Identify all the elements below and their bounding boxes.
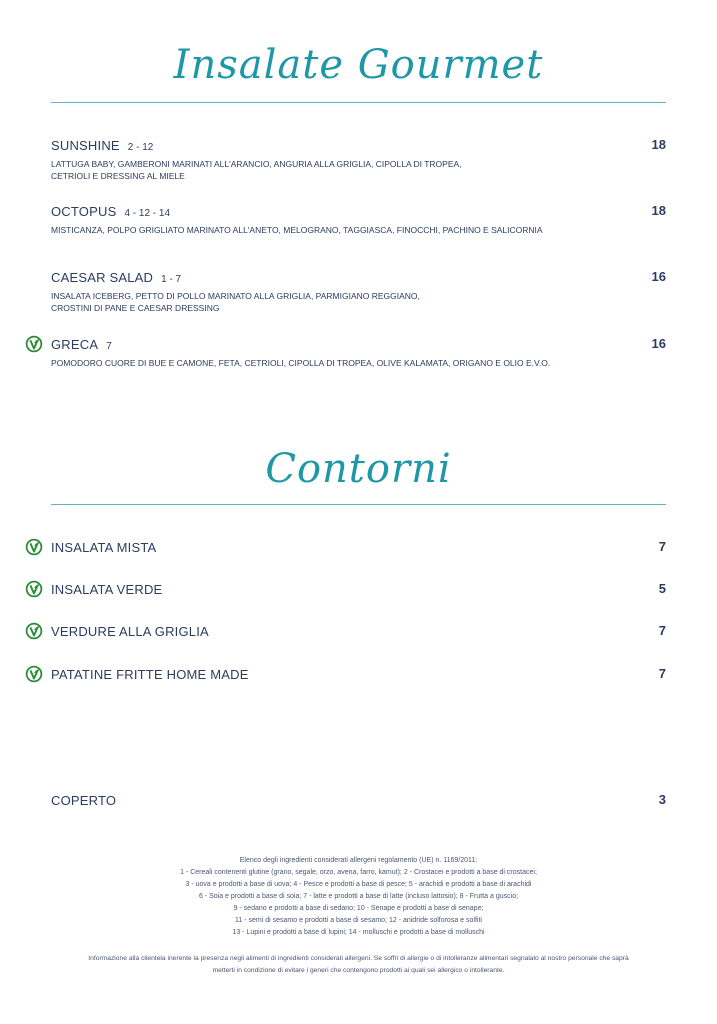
menu-item-sunshine — [51, 137, 666, 182]
allergen-info — [40, 953, 677, 977]
item-price: 7 — [658, 539, 666, 554]
item-price: 16 — [651, 269, 666, 284]
allergen-line: 6 - Soia e prodotti a base di soia; 7 - latte e prodotti a base di latte (incluso lattosio); 8 - Frutta a guscio; — [198, 893, 519, 900]
item-description: MISTICANZA, POLPO GRIGLIATO MARINATO ALL'ANETO, MELOGRANO, TAGGIASCA, FINOCCHI, PACHINO E SALICORNIA — [51, 225, 543, 235]
item-price: 7 — [658, 666, 666, 681]
item-name: SUNSHINE — [51, 138, 120, 153]
vegetarian-icon — [25, 665, 43, 683]
item-name: VERDURE ALLA GRIGLIA — [51, 624, 209, 639]
item-name: CAESAR SALAD — [51, 270, 154, 285]
coperto-label: COPERTO — [51, 793, 117, 808]
allergen-line: 11 - semi di sesamo e prodotti a base di sesamo; 12 - anidride solforosa e solfiti — [235, 917, 482, 924]
item-allergens: 2 - 12 — [127, 142, 154, 153]
item-name: GRECA — [51, 337, 99, 352]
item-price: 7 — [658, 623, 666, 638]
item-description: CROSTINI DI PANE E CAESAR DRESSING — [51, 303, 220, 313]
allergen-line: 13 - Lupini e prodotti a base di lupini; 14 - molluschi e prodotti a base di molluschi — [232, 929, 485, 936]
menu-item-caesar-salad — [51, 269, 666, 314]
item-name: PATATINE FRITTE HOME MADE — [51, 667, 249, 682]
section-title-contorni: Contorni — [265, 446, 452, 492]
item-price: 5 — [658, 581, 666, 596]
item-name: OCTOPUS — [51, 204, 117, 219]
vegetarian-icon — [25, 335, 43, 353]
vegetarian-icon — [25, 622, 43, 640]
section-title-insalate: Insalate Gourmet — [173, 42, 544, 88]
allergen-line: 1 - Cereali contenenti glutine (grano, segale, orzo, avena, farro, kamut); 2 - Crostacei e prodotti a base di crostacei; — [180, 869, 537, 876]
item-description: CETRIOLI E DRESSING AL MIELE — [51, 171, 185, 181]
item-allergens: 4 - 12 - 14 — [124, 208, 171, 219]
item-name: INSALATA VERDE — [51, 582, 163, 597]
vegetarian-icon — [25, 580, 43, 598]
item-allergens: 1 - 7 — [161, 274, 182, 285]
allergen-line: 9 - sedano e prodotti a base di sedano; 10 - Senape e prodotti a base di senape; — [233, 905, 484, 912]
item-name: INSALATA MISTA — [51, 540, 157, 555]
coperto-row — [51, 792, 666, 810]
menu-item-greca — [51, 336, 666, 369]
allergen-info-line: metterti in condizione di evitare i generi che contengono prodotti ai quali sei allergico o intollerante. — [212, 967, 505, 974]
item-description: INSALATA ICEBERG, PETTO DI POLLO MARINATO ALLA GRIGLIA, PARMIGIANO REGGIANO, — [51, 291, 420, 301]
item-description: POMODORO CUORE DI BUE E CAMONE, FETA, CETRIOLI, CIPOLLA DI TROPEA, OLIVE KALAMATA, ORIGANO E OLIO E.V.O. — [51, 358, 551, 368]
coperto-price: 3 — [658, 792, 666, 807]
divider — [51, 102, 666, 103]
allergen-line: 3 - uova e prodotti a base di uova; 4 - Pesce e prodotti a base di pesce; 5 - arachidi e prodotti a base di arachidi — [185, 881, 532, 888]
vegetarian-icon — [25, 538, 43, 556]
item-price: 16 — [651, 336, 666, 351]
menu-item-octopus — [51, 203, 666, 236]
menu-item-insalata-mista — [51, 539, 666, 557]
menu-item-insalata-verde — [51, 581, 666, 599]
divider — [51, 504, 666, 505]
menu-item-verdure-alla-griglia — [51, 623, 666, 641]
allergen-list — [40, 855, 677, 939]
item-description: LATTUGA BABY, GAMBERONI MARINATI ALL'ARANCIO, ANGURIA ALLA GRIGLIA, CIPOLLA DI TROPEA, — [51, 159, 462, 169]
item-price: 18 — [651, 203, 666, 218]
menu-item-patatine-fritte — [51, 666, 666, 684]
allergen-info-line: Informazione alla clientela inerente la presenza negli alimenti di ingredienti considerati allergeni. Se soffri di allergie o di intolleranze alimentari segnalalo al nostro personale che saprà — [88, 955, 629, 962]
item-allergens: 7 — [106, 341, 112, 352]
allergen-line: Elenco degli ingredienti considerati allergeni regolamento (UE) n. 1169/2011: — [239, 857, 478, 864]
item-price: 18 — [651, 137, 666, 152]
